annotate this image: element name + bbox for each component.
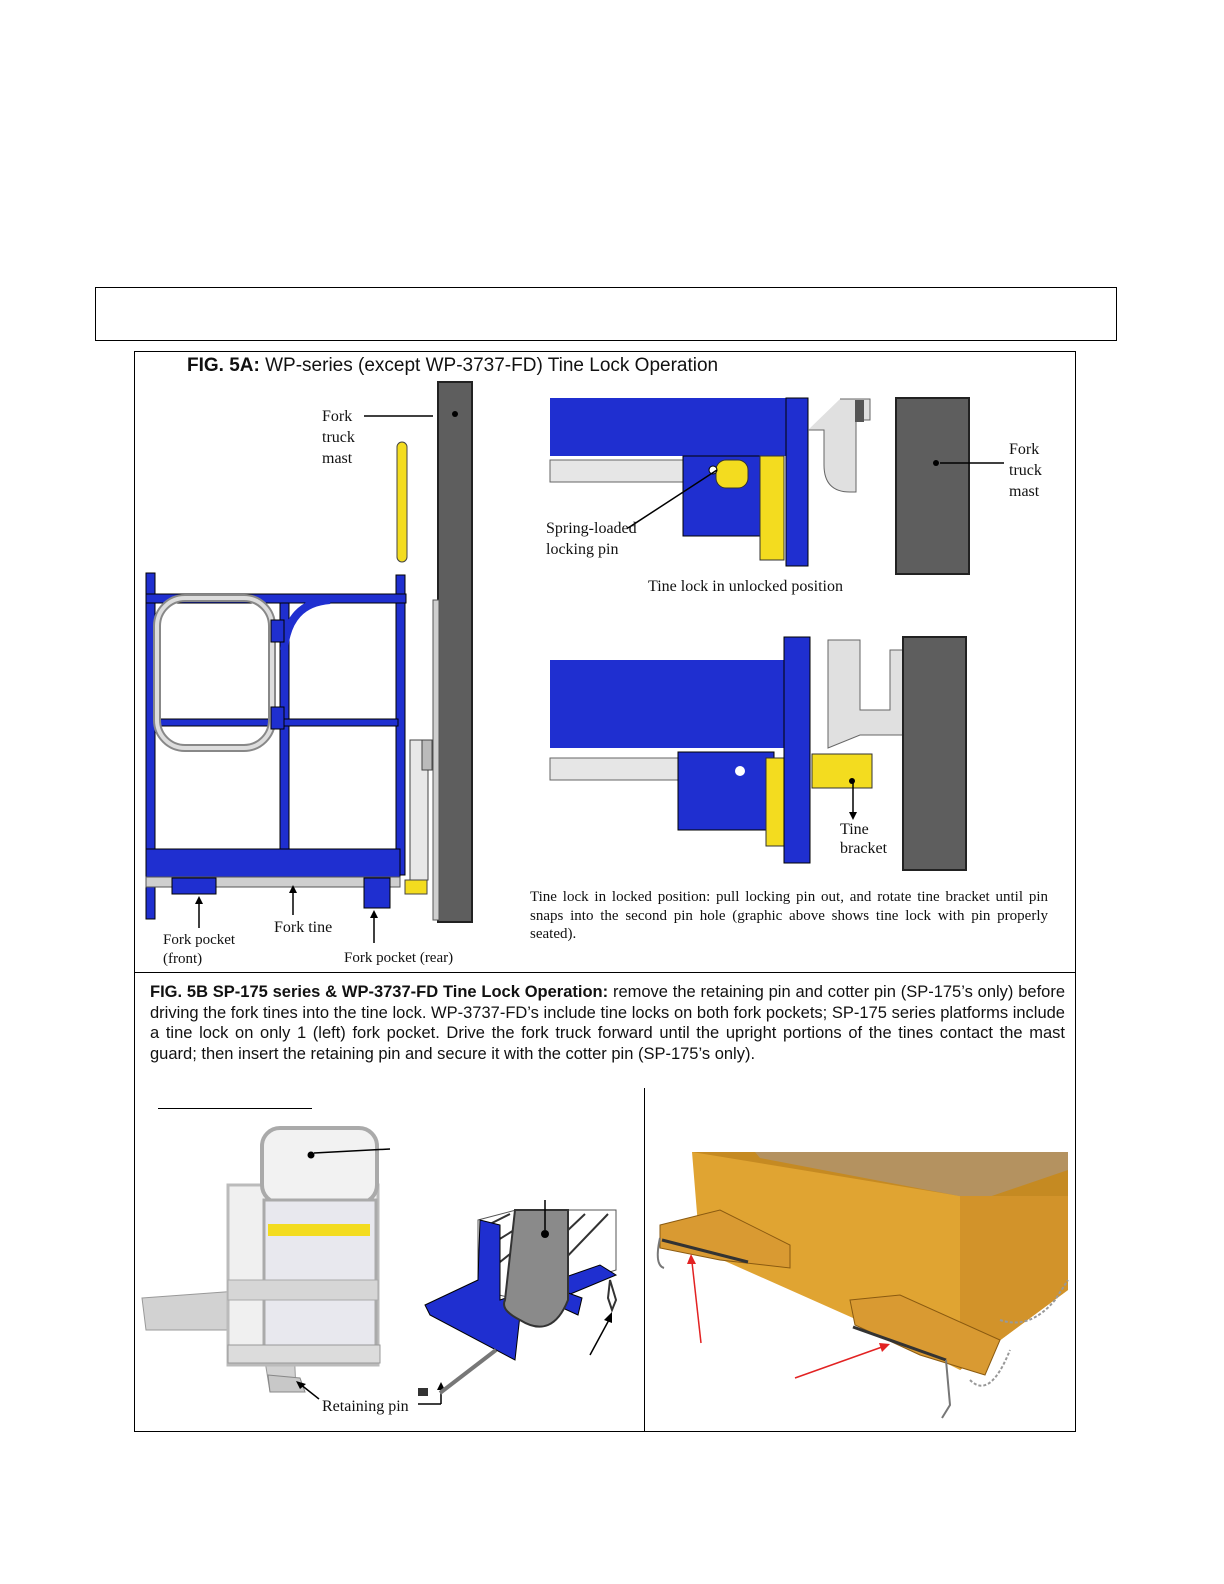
label-spring-pin: Spring-loaded locking pin <box>546 520 637 558</box>
orange-platform-photo <box>650 1093 1070 1426</box>
locked-caption: Tine lock in locked position: pull locking pin out, and rotate tine bracket until pin snaps into the second pin hole (graphic above shows tine lock with pin properly seated). <box>530 889 1048 943</box>
label-fork-pocket-front: Fork pocket (front) <box>163 932 236 967</box>
label-fork-pocket-rear: Fork pocket (rear) <box>344 950 454 966</box>
fig5b-paragraph: FIG. 5B SP-175 series & WP-3737-FD Tine Lock Operation: remove the retaining pin and cotter pin (SP-175’s only) before driving the fork tines into the tine lock. WP-3737-FD’s include tine locks on both fork pockets; SP-175 series platforms include a tine lock on only 1 (left) fork pocket. Drive the fork truck forward until the upright portions of the tines contact the mast guard; then insert the retaining pin and secure it with the cotter pin (SP-175’s only). <box>150 983 1066 1063</box>
label-retaining-pin: Retaining pin <box>322 1398 409 1415</box>
sp175-drawing <box>142 1128 445 1404</box>
tine-lock-closeup <box>418 1200 616 1396</box>
label-mast-left: Fork truck mast <box>322 408 355 467</box>
label-unlocked: Tine lock in unlocked position <box>648 578 843 595</box>
label-mast-right: Fork truck mast <box>1009 441 1042 500</box>
label-fork-tine: Fork tine <box>274 919 333 936</box>
fig5a-title: FIG. 5A: WP-series (except WP-3737-FD) Tine Lock Operation <box>187 355 719 376</box>
label-tine-bracket: Tine bracket <box>840 821 888 857</box>
